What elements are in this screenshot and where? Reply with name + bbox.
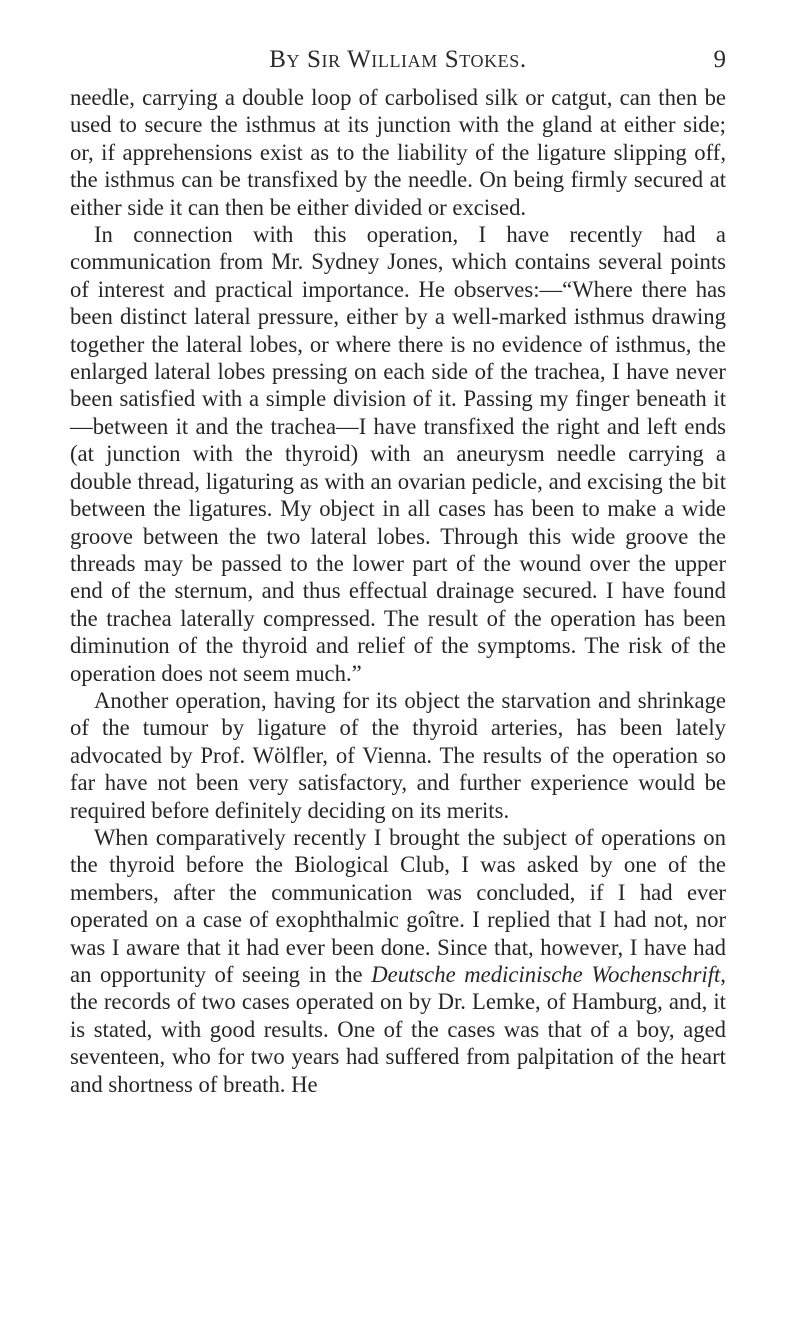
body-text (70, 84, 726, 1098)
paragraph-4 (70, 824, 726, 1098)
paragraph-4-text-before: When comparatively recently I brought the subject of operations on the thyroid before the Biological Club, I was asked by one of the members, after the communication was concluded, if I had ever operated on a case of exophthalmic goître. I replied that I had not, nor was I aware that it had ever been done. Since that, however, I have had an opportunity of seeing in the (70, 824, 726, 987)
journal-title: Deutsche medicinische Wochenschrift, (371, 962, 726, 987)
paragraph-1: needle, carrying a double loop of carbolised silk or catgut, can then be used to secure the isthmus at its junction with the gland at either side; or, if apprehensions exist as to the liability of the ligature slipping off, the isthmus can be transfixed by the needle. On being firmly secured at either side it can then be either divided or excised. (70, 85, 726, 220)
paragraph-3: Another operation, having for its object the starvation and shrinkage of the tumour by ligature of the thyroid arteries, has been lately advocated by Prof. Wölfler, of Vienna. The results of the operation so far have not been very satisfactory, and further experience would be required before definitely deciding on its merits. (70, 687, 726, 823)
paragraph-4-text-after: the records of two cases operated on by Dr. Lemke, of Hamburg, and, it is stated, with good results. One of the cases was that of a boy, aged seventeen, who for two years had suffered from palpitation of the heart and shortness of breath. He (70, 989, 726, 1097)
running-head (70, 46, 726, 80)
page-number: 9 (713, 46, 726, 73)
running-title: By Sir William Stokes. (269, 46, 527, 73)
paragraph-2: In connection with this operation, I have recently had a communication from Mr. Sydney Jones, which contains several points of interest and practical importance. He observes:—“Where there has been distinct lateral pressure, either by a well-marked isthmus drawing together the lateral lobes, or where there is no evidence of isthmus, the enlarged lateral lobes pressing on each side of the trachea, I have never been satisfied with a simple division of it. Passing my finger beneath it—between it and the trachea—I have transfixed the right and left ends (at junction with the thyroid) with an aneurysm needle carrying a double thread, ligaturing as with an ovarian pedicle, and excising the bit between the ligatures. My object in all cases has been to make a wide groove between the two lateral lobes. Through this wide groove the threads may be passed to the lower part of the wound over the upper end of the sternum, and thus effectual drainage secured. I have found the trachea laterally compressed. The result of the operation has been diminution of the thyroid and relief of the symptoms. The risk of the operation does not seem much.” (70, 222, 726, 686)
